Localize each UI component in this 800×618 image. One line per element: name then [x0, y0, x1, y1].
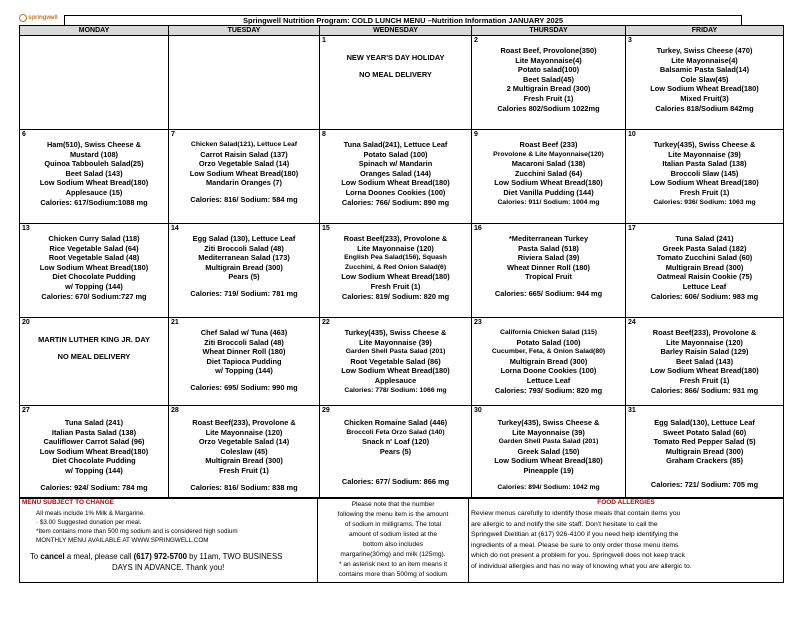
- day-number: 7: [171, 131, 175, 139]
- allergy-note: Review menus carefully to identify those meals that contain items you: [471, 510, 681, 517]
- menu-item: Ziti Broccoli Salad (48): [204, 243, 284, 253]
- menu-item: Fresh Fruit (1): [679, 188, 730, 197]
- day-number: 2: [474, 37, 478, 44]
- menu-item: Tropical Fruit: [525, 272, 572, 282]
- menu-item: Ziti Broccoli Salad (48): [204, 337, 284, 347]
- menu-item: Egg Salad(130), Lettuce Leaf: [654, 417, 755, 427]
- calorie-summary: Calories: 721/ Sodium: 705 mg: [650, 479, 759, 489]
- menu-item: Roast Beef(233), Provolone &: [652, 328, 757, 338]
- menu-item: Wheat Dinner Roll (180): [507, 262, 590, 272]
- sodium-note: bottom also includes: [362, 541, 424, 548]
- menu-item: Low Sodium Wheat Bread(180): [650, 84, 759, 94]
- menu-item: Cauliflower Carrot Salad (96): [43, 437, 145, 447]
- day-number: 23: [474, 319, 482, 327]
- menu-item: NO MEAL DELIVERY: [57, 351, 131, 361]
- menu-item: Pasta Salad (518): [518, 243, 579, 253]
- menu-item: Diet Chocolate Pudding: [52, 456, 136, 466]
- menu-footer: [19, 498, 784, 583]
- day-number: 30: [474, 406, 482, 414]
- menu-item: [175, 476, 313, 483]
- menu-item: Lite Mayonnaise (39): [668, 149, 741, 159]
- menu-item: [326, 463, 465, 470]
- calorie-summary: Calories: 677/ Sodium: 866 mg: [341, 477, 450, 487]
- menu-item: Rice Vegetable Salad (64): [49, 243, 139, 253]
- menu-item: Lite Mayonnaise (120): [357, 243, 434, 253]
- menu-item: Zucchini, & Red Onion Salad(6): [344, 263, 447, 271]
- day-number: 15: [322, 225, 330, 233]
- calorie-summary: Calories 802/Sodium 1022mg: [497, 103, 600, 113]
- allergy-note: ingredients of a meal. Please be sure to only order those menu items: [471, 541, 679, 549]
- week-row: [20, 224, 784, 318]
- menu-item: Roast Beef(233), Provolone &: [192, 417, 296, 427]
- day-cell: [626, 130, 784, 224]
- menu-item: Broccoli Slaw (145): [670, 168, 739, 178]
- menu-item: Low Sodium Wheat Bread(180): [39, 178, 149, 188]
- menu-item: Mustard (108): [69, 149, 119, 159]
- day-number: 24: [628, 319, 636, 327]
- menu-item: [326, 456, 465, 463]
- menu-item: Multigrain Bread (300): [205, 456, 283, 466]
- menu-item: Tuna Salad (241): [675, 234, 734, 244]
- day-number: 13: [22, 225, 30, 233]
- sodium-note: of sodium in milligrams. The total: [344, 521, 442, 528]
- menu-item: Coleslaw (45): [220, 446, 268, 456]
- day-cell: [472, 318, 626, 406]
- week-row: [20, 405, 784, 497]
- day-header: FRIDAY: [626, 26, 784, 36]
- menu-item: [478, 476, 619, 483]
- day-number: 9: [474, 131, 478, 139]
- day-cell: [169, 224, 320, 318]
- menu-item: Tuna Salad (241): [64, 417, 124, 427]
- day-number: 28: [171, 406, 179, 414]
- menu-item: Cole Slaw(45): [680, 74, 729, 84]
- day-cell: [472, 36, 626, 130]
- day-number: 17: [628, 225, 636, 233]
- menu-item: Greek Salad (150): [517, 446, 580, 456]
- calorie-summary: Calories: 936/ Sodium: 1063 mg: [653, 198, 756, 206]
- menu-item: Chicken Salad(121), Lettuce Leaf: [190, 141, 298, 149]
- day-cell: [320, 405, 472, 497]
- menu-item: Italian Pasta Salad (138): [51, 427, 137, 437]
- menu-item: Low Sodium Wheat Bread(180): [39, 262, 149, 272]
- day-number: 10: [628, 131, 636, 139]
- menu-item: [26, 476, 162, 483]
- day-cell: [20, 130, 169, 224]
- menu-calendar: [19, 25, 784, 498]
- calorie-summary: Calories: 894/ Sodium: 1042 mg: [497, 483, 600, 491]
- menu-item: Multigrain Bread (300): [665, 446, 744, 456]
- menu-item: Lettuce Leaf: [682, 282, 727, 292]
- menu-item: Mixed Fruit(3): [680, 93, 729, 103]
- menu-item: Turkey(435), Swiss Cheese &: [653, 140, 756, 150]
- menu-change-heading: MENU SUBJECT TO CHANGE: [22, 499, 114, 506]
- menu-item: Orzo Vegetable Salad (14): [198, 437, 290, 447]
- menu-item: Macaroni Salad (138): [511, 159, 586, 169]
- allergy-note: are allergic to and notify the site staff. Don't hesitate to call the: [471, 520, 658, 528]
- menu-item: Chef Salad w/ Tuna (463): [200, 328, 288, 338]
- menu-item: 2 Multigrain Bread (300): [506, 84, 591, 94]
- menu-item: Fresh Fruit (1): [679, 376, 730, 386]
- cancel-word: cancel: [40, 552, 65, 561]
- menu-item: Pears (5): [228, 272, 260, 282]
- menu-item: Orzo Vegetable Salad (14): [198, 159, 290, 169]
- menu-item: Lite Mayonnaise (39): [359, 337, 432, 347]
- menu-item: [326, 46, 465, 53]
- menu-item: [326, 63, 465, 70]
- day-number: 8: [322, 131, 326, 139]
- menu-item: Barley Raisin Salad (129): [660, 347, 749, 357]
- menu-item: w/ Topping (144): [215, 366, 273, 376]
- day-number: 1: [322, 37, 326, 44]
- menu-item: [478, 282, 619, 289]
- day-number: 29: [322, 406, 330, 414]
- footer-left: [20, 499, 318, 583]
- menu-item: Mandarin Oranges (7): [206, 178, 282, 188]
- day-number: 16: [474, 225, 482, 233]
- day-cell: [169, 36, 320, 130]
- menu-title: Springwell Nutrition Program: COLD LUNCH MENU –Nutrition Information JANUARY 2025: [64, 15, 742, 26]
- menu-item: Egg Salad (130), Lettuce Leaf: [192, 234, 296, 244]
- menu-item: Garden Shell Pasta Salad (201): [345, 348, 446, 356]
- menu-item: Cucumber, Feta, & Onion Salad(80): [491, 348, 606, 356]
- menu-item: Turkey(435), Swiss Cheese &: [344, 328, 447, 338]
- calorie-summary: Calories: 665/ Sodium: 944 mg: [494, 289, 603, 299]
- day-header-row: [20, 26, 784, 36]
- menu-item: Diet Chocolate Pudding: [52, 272, 136, 282]
- menu-item: [632, 466, 777, 473]
- menu-item: Lettuce Leaf: [526, 376, 571, 386]
- menu-item: [26, 345, 162, 352]
- menu-item: Riviera Salad (39): [517, 253, 580, 263]
- day-cell: [169, 405, 320, 497]
- footer-note: MONTHLY MENU AVAILABLE AT WWW.SPRINGWELL.COM: [36, 537, 209, 544]
- day-cell: [626, 405, 784, 497]
- calorie-summary: Calories: 866/ Sodium: 931 mg: [650, 385, 759, 395]
- menu-item: Provolone & Lite Mayonnaise(120): [493, 150, 604, 158]
- menu-item: Beet Salad (143): [675, 356, 734, 366]
- calorie-summary: Calories: 617/Sodium:1088 mg: [40, 197, 148, 207]
- menu-item: Tomato Red Pepper Salad (5): [653, 437, 756, 447]
- menu-item: Snack n' Loaf (120): [361, 437, 430, 447]
- menu-item: [175, 282, 313, 289]
- menu-item: Multigrain Bread (300): [665, 262, 744, 272]
- menu-item: Low Sodium Wheat Bread(180): [341, 272, 450, 282]
- calorie-summary: Calories: 766/ Sodium: 890 mg: [341, 197, 450, 207]
- menu-item: [632, 473, 777, 480]
- menu-item: Low Sodium Wheat Bread(180): [39, 446, 149, 456]
- calorie-summary: Calories: 670/ Sodium:727 mg: [41, 291, 147, 301]
- menu-item: Applesauce: [374, 376, 417, 386]
- allergy-note: of individual allergies and has no way of knowing what you are allergic to.: [471, 562, 692, 570]
- logo-text: springwell: [28, 15, 58, 21]
- calorie-summary: Calories: 719/ Sodium: 781 mg: [190, 289, 298, 299]
- calorie-summary: Calories: 606/ Sodium: 983 mg: [650, 291, 759, 301]
- menu-item: Roast Beef(233), Provolone &: [343, 234, 448, 244]
- sodium-note: margarine(30mg) and milk (125mg).: [340, 551, 446, 558]
- menu-item: NEW YEAR'S DAY HOLIDAY: [346, 53, 445, 62]
- menu-item: Lorna Doone Cookies (100): [500, 366, 597, 376]
- menu-item: Lite Mayonnaise (120): [666, 337, 743, 347]
- day-cell: [20, 405, 169, 497]
- day-cell: [626, 36, 784, 130]
- menu-item: Carrot Raisin Salad (137): [200, 149, 288, 159]
- cancel-text: a meal, please call: [64, 552, 134, 561]
- menu-item: [175, 188, 313, 195]
- menu-item: Fresh Fruit (1): [370, 282, 421, 292]
- menu-item: Garden Shell Pasta Salad (201): [498, 438, 599, 446]
- menu-item: English Pea Salad(156), Squash: [344, 254, 447, 262]
- sodium-note: Please note that the number: [351, 501, 435, 508]
- day-header: TUESDAY: [169, 26, 320, 36]
- calorie-summary: Calories 818/Sodium 842mg: [655, 103, 754, 113]
- footer-note: *Item contains more than 500 mg sodium and is considered high sodium: [36, 528, 238, 535]
- calorie-summary: Calories: 793/ Sodium: 820 mg: [494, 385, 603, 395]
- calorie-summary: Calories: 695/ Sodium: 990 mg: [190, 383, 298, 393]
- week-row: [20, 36, 784, 130]
- day-cell: [20, 224, 169, 318]
- menu-item: Low Sodium Wheat Bread(180): [341, 366, 450, 376]
- menu-item: Quinoa Tabbouleh Salad(25): [44, 159, 144, 169]
- day-number: 22: [322, 319, 330, 327]
- day-number: 21: [171, 319, 179, 327]
- allergy-note: Springwell Dietitian at (617) 926-4100 if you need help identifying the: [471, 531, 679, 538]
- menu-item: Potato Salad (100): [363, 149, 428, 159]
- week-row: [20, 130, 784, 224]
- menu-item: Tuna Salad(241), Lettuce Leaf: [343, 140, 448, 150]
- menu-item: Root Vegetable Salad (86): [350, 356, 441, 366]
- menu-item: Ham(510), Swiss Cheese &: [46, 140, 142, 150]
- day-cell: [320, 224, 472, 318]
- day-cell: [320, 130, 472, 224]
- menu-item: [175, 376, 313, 383]
- cancel-text: by 11am, TWO BUSINESS: [186, 552, 283, 561]
- menu-item: Italian Pasta Salad (138): [662, 159, 747, 169]
- menu-item: Low Sodium Wheat Bread(180): [494, 456, 603, 466]
- menu-item: Mediterranean Salad (173): [198, 253, 290, 263]
- menu-item: Lite Mayonnaise(4): [671, 55, 738, 65]
- calorie-summary: Calories: 911/ Sodium: 1004 mg: [497, 198, 600, 206]
- day-cell: [472, 405, 626, 497]
- menu-item: Greek Pasta Salad (182): [662, 243, 747, 253]
- allergy-note: which do not present a problem for you. Springwell does not keep track: [471, 552, 685, 559]
- menu-item: Lite Mayonnaise(4): [515, 55, 582, 65]
- menu-item: Turkey(435), Swiss Cheese &: [497, 417, 600, 427]
- calorie-summary: Calories: 816/ Sodium: 838 mg: [190, 482, 298, 492]
- day-cell: [320, 36, 472, 130]
- day-header: MONDAY: [20, 26, 169, 36]
- day-cell: [472, 224, 626, 318]
- calorie-summary: Calories: 778/ Sodium: 1066 mg: [344, 386, 447, 394]
- day-number: 6: [22, 131, 26, 139]
- menu-item: Roast Beef, Provolone(350): [500, 46, 597, 55]
- menu-item: NO MEAL DELIVERY: [359, 69, 432, 79]
- calorie-summary: Calories: 924/ Sodium: 784 mg: [40, 482, 148, 492]
- menu-item: Low Sodium Wheat Bread(180): [650, 178, 759, 188]
- menu-item: Pears (5): [379, 446, 412, 456]
- calorie-summary: Calories: 816/ Sodium: 584 mg: [190, 195, 298, 204]
- menu-item: Turkey, Swiss Cheese (470): [656, 46, 753, 55]
- sodium-note: following the menu item is the amount: [337, 511, 449, 518]
- springwell-logo: [19, 14, 58, 22]
- day-cell: [169, 318, 320, 406]
- menu-item: Applesauce (15): [65, 188, 123, 197]
- menu-item: Graham Crackers (85): [666, 456, 743, 466]
- menu-item: Zucchini Salad (64): [514, 168, 583, 178]
- menu-item: Fresh Fruit (1): [523, 93, 574, 103]
- day-header: WEDNESDAY: [320, 26, 472, 36]
- menu-item: Chicken Romaine Salad (446): [343, 417, 448, 427]
- cancel-phone: (617) 972-5700: [133, 552, 187, 561]
- menu-item: Fresh Fruit (1): [219, 465, 269, 475]
- menu-item: Beet Salad (143): [65, 168, 123, 178]
- menu-item: Lorna Doones Cookies (100): [345, 188, 446, 197]
- menu-item: Low Sodium Wheat Bread(180): [189, 168, 299, 178]
- day-header: THURSDAY: [472, 26, 626, 36]
- menu-item: Lite Mayonnaise (120): [205, 427, 283, 437]
- menu-item: California Chicken Salad (115): [499, 329, 598, 337]
- day-cell: [626, 224, 784, 318]
- day-number: 3: [628, 37, 632, 44]
- cancel-text: To: [30, 552, 41, 561]
- day-number: 14: [171, 225, 179, 233]
- calorie-summary: Calories: 819/ Sodium: 820 mg: [341, 291, 450, 301]
- day-cell: [472, 130, 626, 224]
- allergy-heading: FOOD ALLERGIES: [597, 499, 655, 506]
- footer-middle: [318, 499, 469, 583]
- footer-right: [469, 499, 784, 583]
- menu-item: Potato salad(100): [517, 65, 580, 75]
- menu-item: Diet Tapioca Pudding: [206, 356, 282, 366]
- menu-item: Chicken Curry Salad (118): [48, 234, 140, 244]
- sodium-note: amount of sodium listed at the: [349, 531, 437, 538]
- footer-note: · $3.00 Suggested donation per meal.: [36, 519, 142, 526]
- menu-item: Oatmeal Raisin Cookie (75): [656, 272, 753, 282]
- menu-item: Lite Mayonnaise (39): [512, 427, 585, 437]
- week-row: [20, 318, 784, 406]
- menu-item: Balsamic Pasta Salad(14): [659, 65, 750, 75]
- menu-item: Tomato Zucchini Salad (60): [656, 253, 753, 263]
- menu-item: Oranges Salad (144): [359, 168, 432, 178]
- menu-item: Wheat Dinner Roll (180): [202, 347, 286, 357]
- menu-item: Diet Vanilla Pudding (144): [503, 188, 594, 197]
- cancel-instructions: [20, 545, 317, 573]
- day-cell: [20, 318, 169, 406]
- menu-item: w/ Topping (144): [65, 465, 123, 475]
- menu-item: Beet Salad(45): [523, 74, 574, 84]
- menu-item: Roast Beef (233): [519, 140, 578, 150]
- day-cell: [626, 318, 784, 406]
- menu-item: *Mediterranean Turkey: [508, 234, 589, 244]
- menu-item: Multigrain Bread (300): [509, 356, 588, 366]
- day-cell: [20, 36, 169, 130]
- day-cell: [169, 130, 320, 224]
- menu-item: Pineapple (19): [523, 465, 574, 475]
- menu-item: w/ Topping (144): [65, 282, 123, 292]
- logo-icon: [19, 14, 27, 22]
- menu-item: Spinach w/ Mandarin: [358, 159, 433, 169]
- day-number: 31: [628, 406, 636, 414]
- menu-item: Root Vegetable Salad (48): [48, 253, 140, 263]
- menu-item: Low Sodium Wheat Bread(180): [341, 178, 450, 188]
- menu-item: Multigrain Bread (300): [205, 262, 283, 272]
- menu-item: Low Sodium Wheat Bread(180): [494, 178, 603, 188]
- sodium-note: * an asterisk next to an item means it: [338, 561, 448, 568]
- menu-item: [326, 470, 465, 477]
- footer-note: All meals include 1% Milk & Margarine.: [36, 510, 145, 517]
- menu-item: Low Sodium Wheat Bread(180): [650, 366, 759, 376]
- day-number: 20: [22, 319, 30, 327]
- menu-item: Broccoli Feta Orzo Salad (140): [346, 428, 445, 436]
- cancel-text: DAYS IN ADVANCE. Thank you!: [112, 563, 225, 572]
- menu-item: MARTIN LUTHER KING JR. DAY: [38, 335, 150, 345]
- day-number: 27: [22, 406, 30, 414]
- day-cell: [320, 318, 472, 406]
- menu-item: [26, 328, 162, 335]
- sodium-note: contains more than 500mg of sodium: [338, 571, 448, 578]
- menu-item: Potato Salad (100): [516, 337, 581, 347]
- menu-item: Sweet Potato Salad (60): [662, 427, 747, 437]
